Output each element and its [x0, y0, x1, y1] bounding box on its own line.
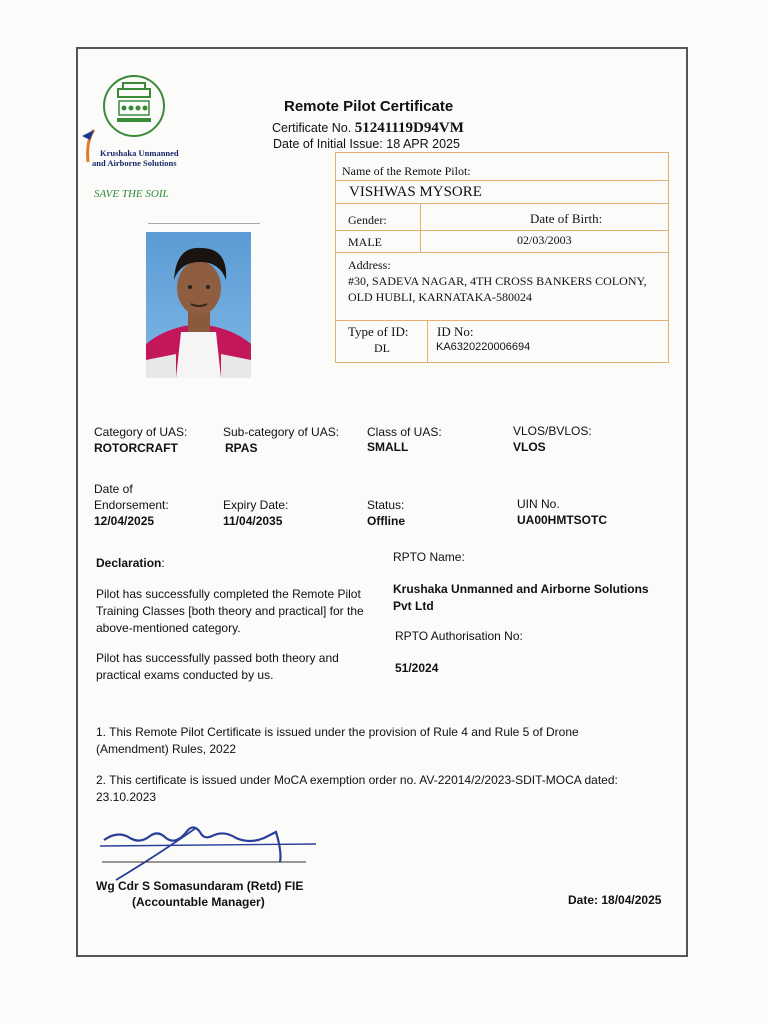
logo-emblem-icon	[105, 77, 163, 135]
gender-value: MALE	[348, 235, 382, 249]
certificate-number-label: Certificate No.	[272, 121, 352, 135]
uin-value: UA00HMTSOTC	[517, 513, 608, 527]
certificate-number-row	[272, 120, 464, 137]
certificate-title: Remote Pilot Certificate	[284, 98, 454, 115]
rpto-name-value: Krushaka Unmanned and Airborne Solutions Pvt Ltd	[393, 582, 649, 613]
certificate-date: Date: 18/04/2025	[568, 893, 662, 907]
organization-name-logo-text: Krushaka Unmanned and Airborne Solutions	[92, 148, 179, 168]
id-number-label: ID No:	[437, 324, 474, 339]
rpto-authorisation-label: RPTO Authorisation No:	[395, 629, 523, 643]
signatory-role: (Accountable Manager)	[132, 895, 265, 909]
table-divider	[427, 320, 428, 363]
initial-issue-row	[273, 137, 460, 151]
id-number-value: KA6320220006694	[436, 341, 531, 353]
vlos-value: VLOS	[513, 440, 546, 454]
pilot-name: VISHWAS MYSORE	[349, 184, 482, 200]
note-2: 2. This certificate is issued under MoCA exemption order no. AV-22014/2/2023-SDIT-MOCA dated: 23.10.2023	[96, 773, 618, 804]
signatory-name: Wg Cdr S Somasundaram (Retd) FIE	[96, 879, 304, 893]
note-1: 1. This Remote Pilot Certificate is issued under the provision of Rule 4 and Rule 5 of Drone (Amendment) Rules, 2022	[96, 725, 579, 756]
uas-category-value: ROTORCRAFT	[94, 441, 178, 455]
expiry-label: Expiry Date:	[223, 498, 289, 512]
status-value: Offline	[367, 514, 405, 528]
uin-label: UIN No.	[517, 497, 560, 511]
declaration-paragraph-1: Pilot has successfully completed the Remote Pilot Training Classes [both theory and practical] for the above-mentioned category.	[96, 587, 364, 635]
signature-icon	[96, 822, 326, 884]
gender-label: Gender:	[348, 213, 387, 227]
status-label: Status:	[367, 498, 405, 512]
declaration-heading: Declaration:	[96, 556, 165, 570]
dob-label: Date of Birth:	[530, 211, 603, 226]
rpto-authorisation-number: 51/2024	[395, 661, 439, 675]
uas-class-label: Class of UAS:	[367, 425, 442, 439]
endorsement-date: 12/04/2025	[94, 514, 155, 528]
table-divider	[420, 203, 421, 252]
initial-issue-label: Date of Initial Issue:	[273, 137, 383, 151]
initial-issue-date: 18 APR 2025	[386, 137, 460, 151]
id-type-label: Type of ID:	[348, 324, 409, 339]
id-type-value: DL	[374, 341, 390, 355]
table-divider	[335, 252, 669, 253]
organization-logo	[103, 75, 165, 137]
table-divider	[335, 180, 669, 181]
pilot-photo	[146, 232, 251, 378]
person-portrait-icon	[146, 232, 251, 378]
table-divider	[335, 320, 669, 321]
dob-value: 02/03/2003	[517, 233, 572, 247]
declaration-paragraph-2: Pilot has successfully passed both theory and practical exams conducted by us.	[96, 651, 339, 682]
address-label: Address:	[348, 258, 391, 272]
uas-subcategory-label: Sub-category of UAS:	[223, 425, 340, 439]
address-value: #30, SADEVA NAGAR, 4TH CROSS BANKERS COLONY, OLD HUBLI, KARNATAKA-580024	[348, 274, 647, 304]
uas-category-label: Category of UAS:	[94, 425, 188, 439]
vlos-label: VLOS/BVLOS:	[513, 424, 592, 438]
rpto-name-label: RPTO Name:	[393, 550, 465, 564]
expiry-date: 11/04/2035	[223, 514, 283, 528]
table-divider	[335, 230, 669, 231]
certificate-number: 51241119D94VM	[354, 120, 464, 136]
tagline: SAVE THE SOIL	[94, 188, 169, 200]
table-divider	[335, 203, 669, 204]
pilot-name-label: Name of the Remote Pilot:	[342, 164, 471, 178]
uas-subcategory-value: RPAS	[225, 441, 258, 455]
uas-class-value: SMALL	[367, 440, 409, 454]
divider	[148, 223, 260, 224]
endorsement-label: Date of Endorsement:	[94, 482, 169, 512]
